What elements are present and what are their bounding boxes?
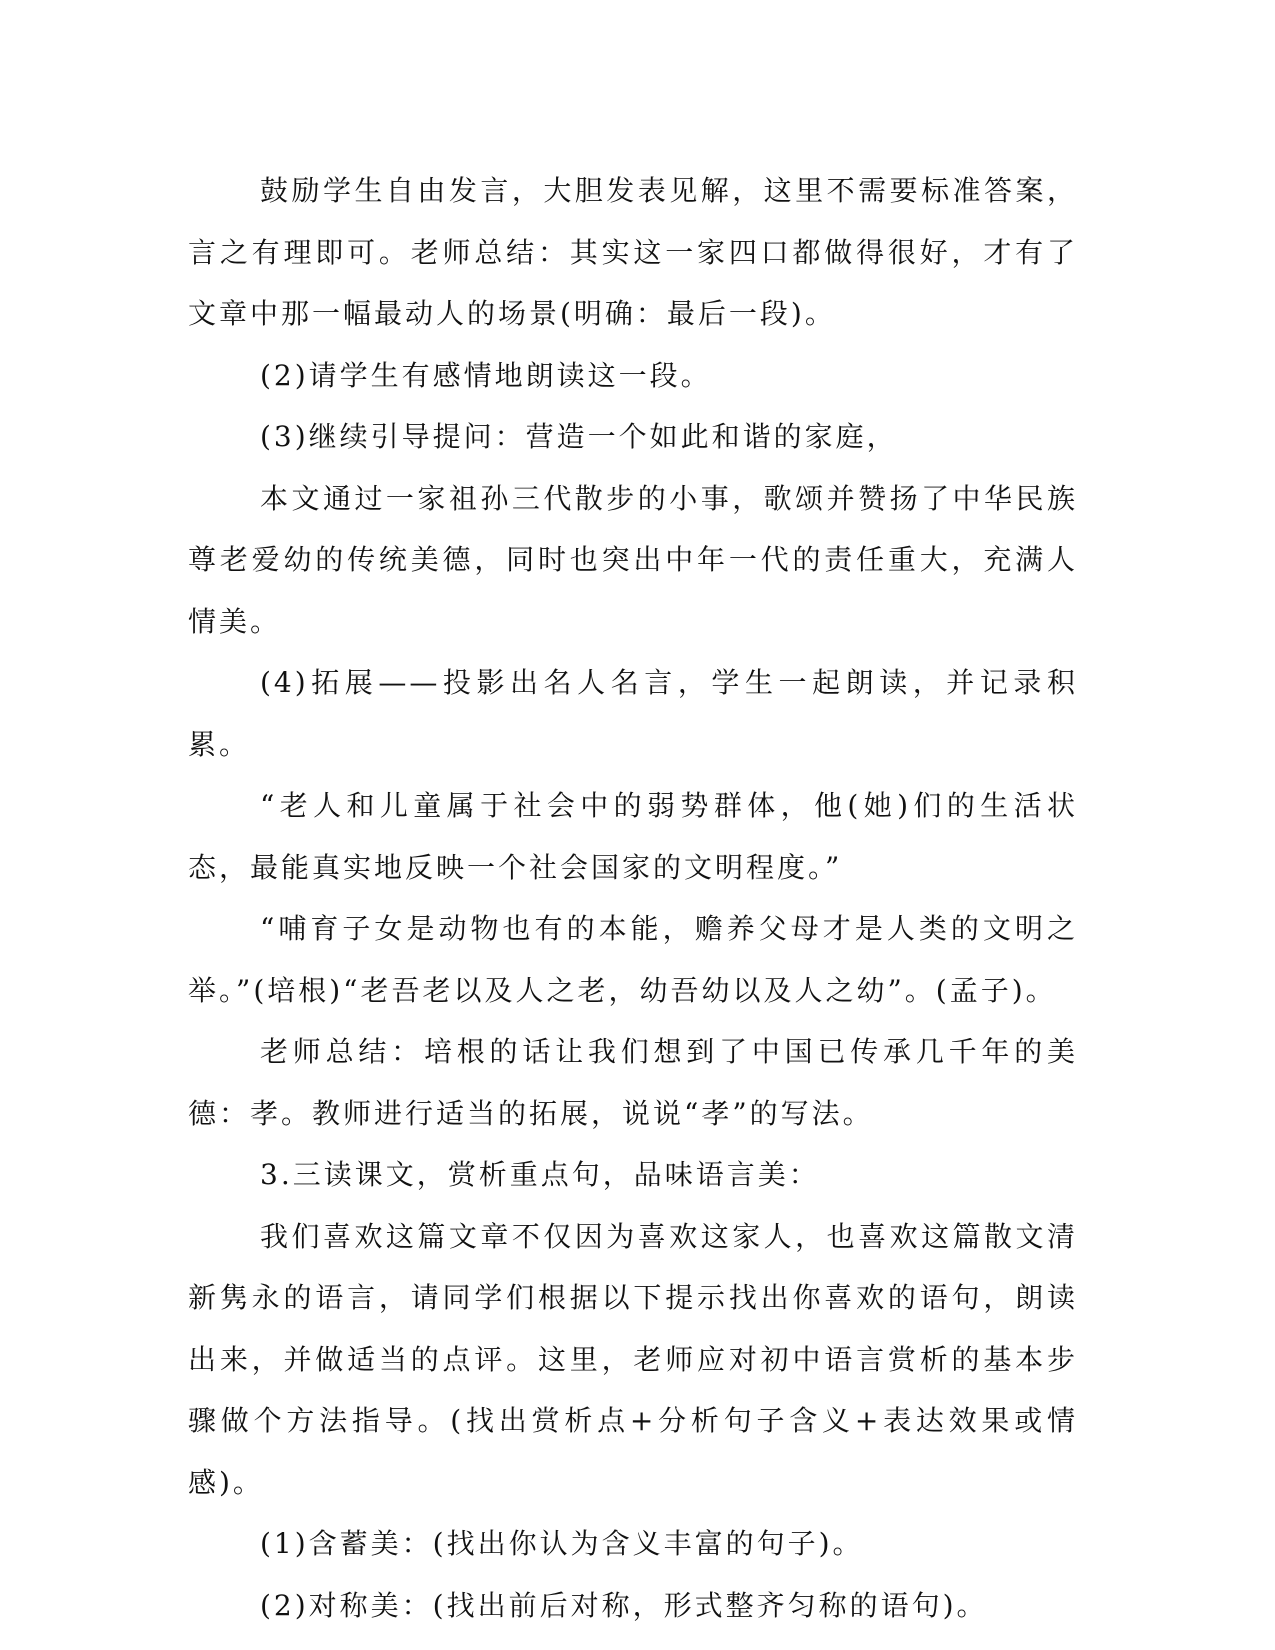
- paragraph-section-3-heading: 3.三读课文，赏析重点句，品味语言美：: [260, 1158, 820, 1191]
- paragraph-encourage-students: 鼓励学生自由发言，大胆发表见解，这里不需要标准答案，言之有理即可。老师总结：其实这一家四口都做得很好，才有了文章中那一幅最动人的场景(明确：最后一段)。: [188, 174, 1078, 330]
- paragraph-symmetry-beauty: (2)对称美：(找出前后对称，形式整齐匀称的语句)。: [260, 1588, 988, 1622]
- paragraph-quote-elderly-children: “老人和儿童属于社会中的弱势群体，他(她)们的生活状态，最能真实地反映一个社会国家的文明程度。”: [188, 789, 1078, 884]
- paragraph-step-3: (3)继续引导提问：营造一个如此和谐的家庭，: [260, 420, 898, 453]
- paragraph-theme-summary: 本文通过一家祖孙三代散步的小事，歌颂并赞扬了中华民族尊老爱幼的传统美德，同时也突出中年一代的责任重大，充满人情美。: [188, 481, 1078, 638]
- paragraph-step-4: (4)拓展——投影出名人名言，学生一起朗读，并记录积累。: [188, 666, 1078, 761]
- document-body: [188, 160, 1078, 1636]
- paragraph-step-2: (2)请学生有感情地朗读这一段。: [260, 358, 712, 392]
- paragraph-teacher-summary: 老师总结：培根的话让我们想到了中国已传承几千年的美德：孝。教师进行适当的拓展，说说“孝”的写法。: [188, 1035, 1078, 1130]
- paragraph-language-appreciation: 我们喜欢这篇文章不仅因为喜欢这家人，也喜欢这篇散文清新隽永的语言，请同学们根据以下提示找出你喜欢的语句，朗读出来，并做适当的点评。这里，老师应对初中语言赏析的基本步骤做个方法指导。(找出赏析点+分析句子含义+表达效果或情感)。: [188, 1219, 1078, 1499]
- paragraph-implicit-beauty: (1)含蓄美：(找出你认为含义丰富的句子)。: [260, 1527, 864, 1560]
- paragraph-quote-bacon-mencius: “哺育子女是动物也有的本能，赡养父母才是人类的文明之举。”(培根)“老吾老以及人之老，幼吾幼以及人之幼”。(孟子)。: [188, 912, 1078, 1007]
